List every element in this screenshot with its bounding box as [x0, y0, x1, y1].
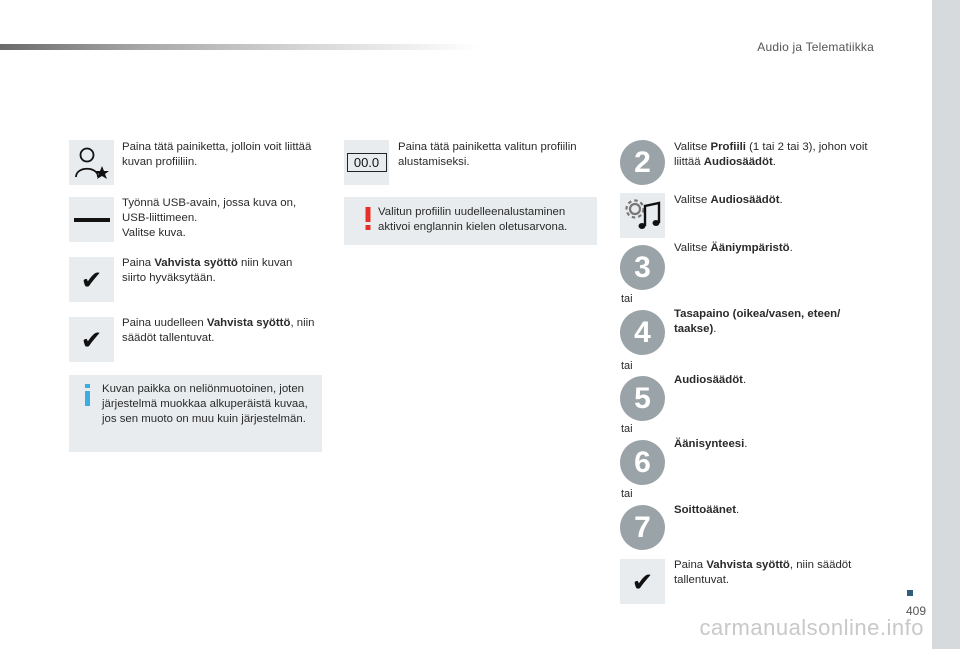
step-number-7: 7 [620, 505, 665, 550]
step-number-4: 4 [620, 310, 665, 355]
step-usb-line-2: USB-liittimeen. [122, 212, 198, 224]
page-number: 409 [905, 604, 926, 618]
profile-photo-icon-box [69, 140, 114, 185]
step-3-pre: Valitse [674, 242, 711, 254]
step-number-5: 5 [620, 376, 665, 421]
checkmark-icon: ✔ [631, 566, 654, 597]
header-gradient-bar [0, 44, 480, 50]
step-4-post: . [713, 323, 717, 335]
step-usb-text [122, 196, 322, 241]
confirm-icon-box-1 [69, 257, 114, 302]
final-confirm-pre: Paina [674, 559, 707, 571]
or-label: tai [621, 360, 633, 372]
step-7-text [674, 503, 869, 518]
step-6-text [674, 437, 869, 452]
info-box [69, 375, 322, 452]
step-2-bold-profile: Profiili [710, 141, 746, 153]
step-2-text [674, 140, 869, 170]
step-confirm-photo-post: niin kuvan siirto hyväksytään. [122, 257, 293, 284]
step-usb-line-3: Valitse kuva. [122, 227, 186, 239]
step-3-bold: Ääniympäristö [710, 242, 790, 254]
usb-icon-box [69, 197, 114, 242]
usb-bar-icon [73, 214, 111, 226]
audio-settings-pre: Valitse [674, 194, 711, 206]
step-number-2: 2 [620, 140, 665, 185]
final-confirm-post: , niin säädöt tallentuvat. [674, 559, 852, 586]
step-usb-line-1: Työnnä USB-avain, jossa kuva on, [122, 197, 297, 209]
step-confirm-photo-pre: Paina [122, 257, 155, 269]
audio-settings-bold: Audiosäädöt [710, 194, 780, 206]
reset-display-icon: 00.0 [347, 153, 387, 172]
step-2-pre: Valitse [674, 141, 711, 153]
step-4-bold: Tasapaino (oikea/vasen, eteen/ taakse) [674, 308, 841, 335]
step-7-bold: Soittoäänet [674, 504, 737, 516]
info-text: Kuvan paikka on neliönmuotoinen, joten järjestelmä muokkaa alkuperäistä kuvaa, jos sen muoto on muu kuin järjestelmän. [102, 383, 308, 425]
or-label: tai [621, 423, 633, 435]
audio-settings-text [674, 193, 869, 208]
confirm-icon-box-2 [69, 317, 114, 362]
step-confirm-save-text [122, 316, 317, 346]
step-7-post: . [736, 504, 740, 516]
step-2-post: . [772, 156, 776, 168]
step-number-6: 6 [620, 440, 665, 485]
step-2-mid: (1 tai 2 tai 3), johon voit liittää [674, 141, 868, 168]
warning-box [344, 197, 597, 245]
step-confirm-save-post: , niin säädöt tallentuvat. [122, 317, 315, 344]
or-label: tai [621, 293, 633, 305]
step-3-post: . [789, 242, 793, 254]
exclamation-icon [364, 207, 372, 231]
audio-settings-post: . [779, 194, 783, 206]
step-confirm-save-pre: Paina uudelleen [122, 317, 207, 329]
step-3-text [674, 241, 869, 256]
checkmark-icon: ✔ [80, 324, 103, 355]
user-star-icon [73, 144, 111, 182]
reset-icon-box [344, 140, 389, 185]
final-confirm-bold: Vahvista syöttö [706, 559, 790, 571]
step-6-bold: Äänisynteesi [674, 438, 745, 450]
reset-text: Paina tätä painiketta valitun profiilin alustamiseksi. [398, 141, 577, 168]
step-confirm-save-bold: Vahvista syöttö [206, 317, 291, 329]
step-confirm-photo-bold: Vahvista syöttö [154, 257, 238, 269]
checkmark-icon: ✔ [80, 264, 103, 295]
or-label: tai [621, 488, 633, 500]
gear-music-icon [623, 196, 663, 236]
step-5-bold: Audiosäädöt [674, 374, 743, 386]
step-5-text [674, 373, 869, 388]
page-side-tab [932, 0, 960, 649]
confirm-icon-box-3 [620, 559, 665, 604]
final-confirm-text [674, 558, 874, 588]
step-6-post: . [744, 438, 748, 450]
warning-text: Valitun profiilin uudelleenalustaminen aktivoi englannin kielen oletusarvona. [378, 206, 568, 233]
audio-settings-icon-box [620, 193, 665, 238]
watermark: carmanualsonline.info [699, 615, 924, 640]
section-title: Audio ja Telematiikka [757, 40, 874, 54]
step-5-post: . [742, 374, 747, 386]
step-2-bold-audio: Audiosäädöt [703, 156, 773, 168]
step-number-3: 3 [620, 245, 665, 290]
step-profile-photo-text: Paina tätä painiketta, jolloin voit liittää kuvan profiiliin. [122, 141, 312, 168]
step-confirm-photo-text [122, 256, 312, 286]
page-marker [907, 590, 913, 596]
step-4-text [674, 307, 869, 337]
info-icon [83, 384, 93, 406]
